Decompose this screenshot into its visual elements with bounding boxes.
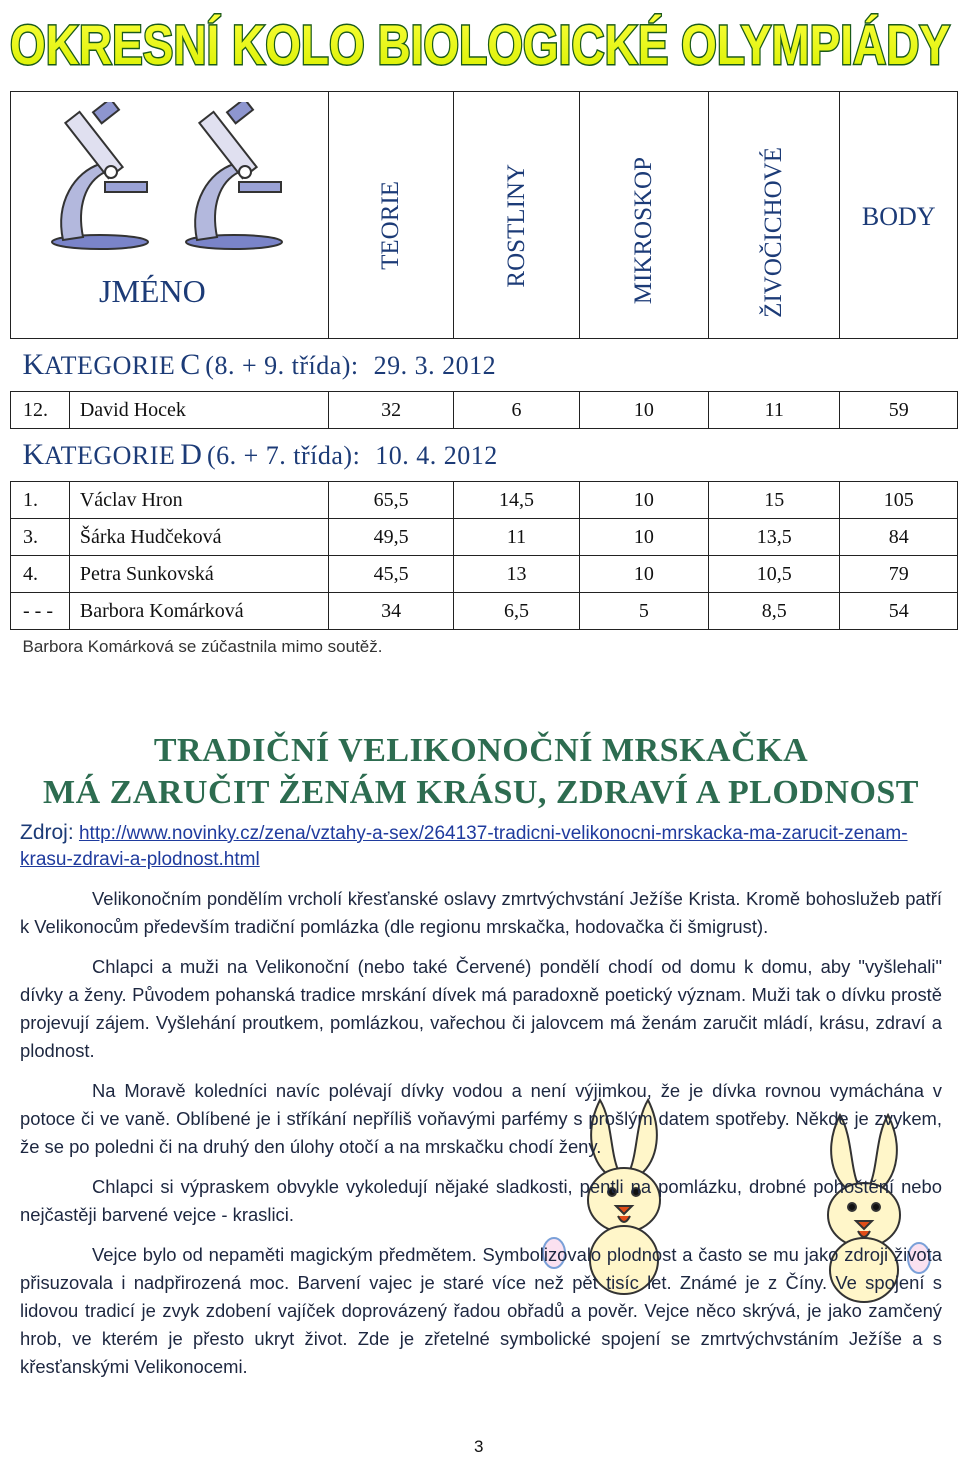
article <box>20 730 942 1381</box>
source-link[interactable]: http://www.novinky.cz/zena/vztahy-a-sex/264137-tradicni-velikonocni-mrskacka-ma-zarucit-zenam-krasu-zdravi-a-plodnost.html <box>20 823 908 870</box>
banner-title: OKRESNÍ KOLO BIOLOGICKÉ OLYMPIÁDY <box>10 13 950 76</box>
category-d-row <box>11 429 958 482</box>
source-line <box>20 820 942 873</box>
header-mikroskop-cell <box>579 92 708 339</box>
header-name: JMÉNO <box>99 273 206 309</box>
header-teorie: TEORIE <box>377 181 405 270</box>
microscope-icon <box>45 102 155 252</box>
page-number: 3 <box>474 1437 484 1456</box>
header-body: BODY <box>861 202 936 231</box>
category-d-heading: KATEGORIE D (6. + 7. třída): 10. 4. 2012 <box>22 438 498 471</box>
header-teorie-cell <box>328 92 453 339</box>
table-note-row <box>11 630 958 665</box>
results-table <box>10 91 958 664</box>
paragraph: Velikonočním pondělím vrcholí křesťanské oslavy zmrtvýchvstání Ježíše Krista. Kromě bohoslužeb patří k Velikonocům především tradiční pomlázka (dle regionu mrskačka, hodovačka či šmigrust). <box>20 888 942 937</box>
title-banner <box>0 0 960 80</box>
header-mikroskop: MIKROSKOP <box>629 156 657 304</box>
headline-line-2: MÁ ZARUČIT ŽENÁM KRÁSU, ZDRAVÍ A PLODNOST <box>43 774 919 811</box>
table-row: - - - Barbora Komárková 34 6,5 5 8,5 54 <box>11 593 958 630</box>
microscope-icon <box>179 102 289 252</box>
table-row: 3. Šárka Hudčeková 49,5 11 10 13,5 84 <box>11 519 958 556</box>
paragraph: Vejce bylo od nepaměti magickým předmětem. Symbolizovalo plodnost a často se mu jako zdroji života přisuzovala i nadpřirozená moc. Barvení vajec je staré více než pět tisíc let. Známé je z Číny. Ve spojení s lidovou tradicí je zvyk zdobení vajíček doprovázený řadou obřadů a pověr. Vejce něco skrývá, je jako zamčený hrob, ve kterém je přesto ukryt život. Zde je zřetelné symbolické spojení se zmrtvýchvstáním Ježíše a s křesťanskými Velikonocemi. <box>20 1244 942 1377</box>
category-c-heading: KATEGORIE C (8. + 9. třída): 29. 3. 2012 <box>22 348 497 381</box>
paragraph: Chlapci si výpraskem obvykle vykoledují nějaké sladkosti, pentli na pomlázku, drobné pohoštění nebo nejčastěji barvené vejce - kraslici. <box>20 1176 942 1225</box>
table-row: 4. Petra Sunkovská 45,5 13 10 10,5 79 <box>11 556 958 593</box>
header-rostliny-cell <box>454 92 579 339</box>
source-label: Zdroj: <box>20 821 74 844</box>
header-rostliny: ROSTLINY <box>502 164 530 288</box>
header-zivocichove-cell <box>709 92 840 339</box>
table-row: 12. David Hocek 32 6 10 11 59 <box>11 392 958 429</box>
header-name-cell <box>11 92 329 339</box>
paragraph: Na Moravě koledníci navíc polévají dívky vodou a není výjimkou, že je dívka rovnou vymáchána v potoce či ve vaně. Oblíbené je i stříkání nepříliš voňavými parfémy s prošlým datem spotřeby. Někde je zvykem, že se po poledni či na druhý den úlohy otočí a na mrskačku chodí ženy. <box>20 1080 942 1157</box>
header-zivocichove: ŽIVOČICHOVÉ <box>760 147 788 318</box>
table-row: 1. Václav Hron 65,5 14,5 10 15 105 <box>11 482 958 519</box>
table-note: Barbora Komárková se zúčastnila mimo soutěž. <box>22 637 383 656</box>
header-body-cell <box>840 92 958 339</box>
headline-line-1: TRADIČNÍ VELIKONOČNÍ MRSKAČKA <box>153 732 809 769</box>
table-header <box>11 92 958 339</box>
paragraph: Chlapci a muži na Velikonoční (nebo také Červené) pondělí chodí od domu k domu, aby "vyšlehali" dívky a ženy. Původem pohanská tradice mrskání dívek má paradoxně poetický význam. Muži tak o dívku prostě projevují zájem. Vyšlehání proutkem, pomlázkou, vařechou či jalovcem má ženám zaručit mládí, krásu, zdraví a plodnost. <box>20 956 942 1061</box>
category-c-row <box>11 339 958 392</box>
